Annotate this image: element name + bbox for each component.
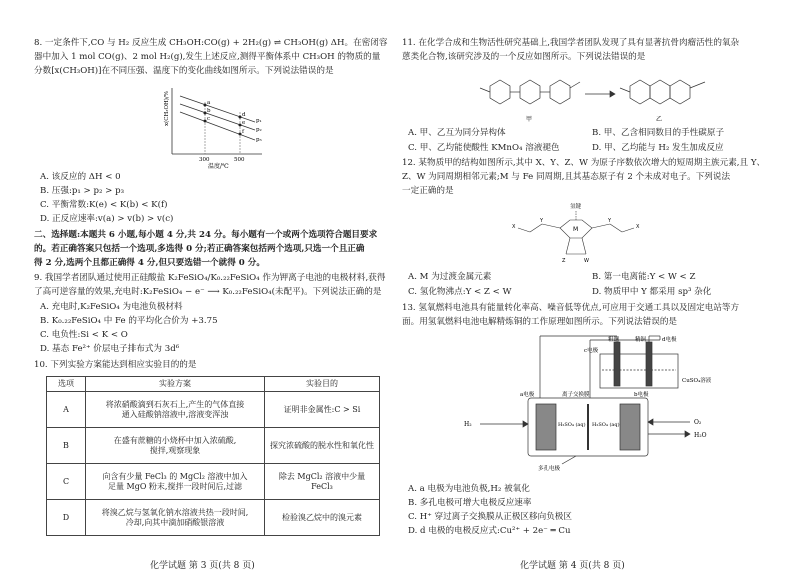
q8-pt-f: f (242, 129, 245, 135)
q11-option-c: C. 甲、乙均能使酸性 KMnO₄ 溶液褪色 (408, 143, 560, 153)
label-crude-copper: 粗铜 (608, 337, 620, 343)
svg-text:X: X (512, 224, 516, 230)
row-aim: 探究浓硫酸的脱水性和氧化性 (265, 428, 380, 464)
label-acid-left: H₂SO₄ (aq) (558, 422, 586, 428)
table-row (47, 464, 380, 500)
svg-text:Z: Z (562, 258, 566, 264)
section2-line-1: 二、选择题:本题共 6 小题,每小题 4 分,共 24 分。每小题有一个或两个选项符合题目要求 (34, 230, 378, 240)
q11-option-d: D. 甲、乙均能与 H₂ 发生加成反应 (592, 143, 724, 153)
label-c-electrode: c电极 (584, 348, 599, 354)
q12-option-c: C. 氢化物沸点:Y < Z < W (408, 287, 512, 297)
row-option: B (47, 428, 86, 464)
table-row (47, 500, 380, 536)
q8-graph (150, 82, 270, 170)
table-header-row (47, 377, 380, 392)
q13-option-a: A. a 电极为电池负极,H₂ 被氧化 (408, 484, 530, 494)
row-aim: 除去 MgCl₂ 溶液中少量 FeCl₃ (265, 464, 380, 500)
q8-option-b: B. 压强:p₁ > p₂ > p₃ (40, 186, 125, 196)
row-option: C (47, 464, 86, 500)
svg-text:Y: Y (540, 218, 544, 224)
q8-line-2: 器中加入 1 mol CO(g)、2 mol H₂(g),发生上述反应,测得平衡体系中 CH₃OH 的物质的量 (34, 52, 381, 62)
row-plan: 将溴乙烷与氢氧化钠水溶液共热一段时间, 冷却,向其中滴加硝酸银溶液 (86, 500, 265, 536)
q12-line-3: 一定正确的是 (402, 186, 454, 196)
row-aim: 检验溴乙烷中的溴元素 (265, 500, 380, 536)
row-aim: 证明非金属性:C > Si (265, 392, 380, 428)
q10-stem: 10. 下列实验方案能达到相应实验目的的是 (34, 360, 197, 370)
q8-option-a: A. 该反应的 ΔH < 0 (40, 172, 121, 182)
q9-option-d: D. 基态 Fe²⁺ 价层电子排布式为 3d⁶ (40, 344, 180, 354)
label-jia: 甲 (526, 116, 533, 123)
label-b-electrode: b电极 (634, 392, 649, 398)
svg-text:Y: Y (608, 218, 612, 224)
q12-line-2: Z、W 为同周期相邻元素;M 与 Fe 同周期,且其基态原子有 2 个未成对电子。下列说法 (402, 172, 731, 182)
q8-line-3: 分数[x(CH₃OH)]在不同压强、温度下的变化曲线如图所示。下列说法错误的是 (34, 66, 334, 76)
q13-option-c: C. H⁺ 穿过离子交换膜从正极区移向负极区 (408, 512, 572, 522)
label-yi: 乙 (656, 116, 663, 123)
q8-ylabel: x(CH₃OH)/% (164, 91, 170, 126)
q8-pt-c: c (207, 116, 211, 122)
q8-pt-e: e (242, 120, 246, 126)
q9-line-2: 了高可逆容量的效果,充电时:K₂FeSiO₄ − e⁻ ⟶ K₀.₂₂FeSiO₄(未配平)。下列说法正确的是 (34, 287, 382, 297)
label-a-electrode: a电极 (520, 392, 535, 398)
svg-text:M: M (573, 226, 579, 233)
q8-option-d: D. 正反应速率:v(a) > v(b) > v(c) (40, 214, 174, 224)
q8-p1: p₁ (256, 118, 262, 124)
q8-xtick-500: 500 (234, 157, 245, 163)
svg-text:X: X (636, 224, 640, 230)
label-membrane: 离子交换膜 (562, 392, 590, 398)
label-porous-electrode: 多孔电极 (538, 466, 561, 472)
q11-line-1: 11. 在化学合成和生物活性研究基础上,我国学者团队发现了具有显著抗骨肉瘤活性的氧杂 (402, 38, 740, 48)
q9-line-1: 9. 我国学者团队通过使用正硅酸盐 K₂FeSiO₄/K₀.₂₂FeSiO₄ 作为钾离子电池的电极材料,获得 (34, 273, 386, 283)
label-pure-copper: 精铜 (635, 337, 647, 343)
q11-line-2: 蒽类化合物,该研究涉及的一个反应如图所示。下列说法错误的是 (402, 52, 646, 62)
page-4 (400, 0, 800, 579)
table-row (47, 428, 380, 464)
header-aim: 实验目的 (265, 377, 380, 392)
page-3-footer: 化学试题 第 3 页(共 8 页) (150, 561, 255, 571)
q8-p2: p₂ (256, 127, 262, 133)
q12-option-a: A. M 为过渡金属元素 (408, 272, 492, 282)
q13-line-1: 13. 氢氧燃料电池具有能量转化率高、噪音低等优点,可应用于交通工具以及固定电站等方 (402, 303, 740, 313)
svg-text:W: W (584, 258, 589, 264)
row-option: A (47, 392, 86, 428)
header-option: 选项 (47, 377, 86, 392)
q8-xlabel: 温度/℃ (208, 163, 229, 170)
q13-line-2: 面。用氢氧燃料电池电解精炼铜的工作原理如图所示。下列说法错误的是 (402, 317, 678, 327)
q8-option-c: C. 平衡常数:K(e) < K(b) < K(f) (40, 200, 168, 210)
q8-p3: p₃ (256, 137, 262, 143)
label-hydrogen-bond: 氢键 (570, 204, 582, 210)
q8-pt-d: d (242, 112, 246, 118)
label-acid-right: H₂SO₄ (aq) (592, 422, 620, 428)
q8-pt-b: b (207, 108, 211, 114)
row-plan: 在盛有蔗糖的小烧杯中加入浓硫酸, 搅拌,观察现象 (86, 428, 265, 464)
q13-fuel-cell-diagram (450, 334, 740, 474)
q12-structure (500, 198, 660, 270)
row-plan: 将浓硝酸滴到石灰石上,产生的气体直接 通入硅酸钠溶液中,溶液变浑浊 (86, 392, 265, 428)
q13-option-b: B. 多孔电极可增大电极反应速率 (408, 498, 532, 508)
label-h2: H₂ (464, 421, 472, 428)
q9-option-b: B. K₀.₂₂FeSiO₄ 中 Fe 的平均化合价为 +3.75 (40, 316, 218, 326)
section2-line-3: 得 2 分,选两个且都正确得 4 分,但只要选错一个就得 0 分。 (34, 258, 265, 268)
q8-xtick-300: 300 (199, 157, 210, 163)
q9-option-a: A. 充电时,K₂FeSiO₄ 为电池负极材料 (40, 302, 183, 312)
label-cuso4: CuSO₄溶液 (682, 378, 712, 384)
header-plan: 实验方案 (86, 377, 265, 392)
q12-option-d: D. 物质甲中 Y 都采用 sp³ 杂化 (592, 287, 712, 297)
q9-option-c: C. 电负性:Si < K < O (40, 330, 128, 340)
q13-option-d: D. d 电极的电极反应式:Cu²⁺ + 2e⁻ ═ Cu (408, 526, 571, 536)
q8-line-1: 8. 一定条件下,CO 与 H₂ 反应生成 CH₃OH:CO(g) + 2H₂(g) ⇌ CH₃OH(g) ΔH。在密闭容 (34, 38, 388, 48)
label-h2o: H₂O (694, 432, 707, 439)
table-row (47, 392, 380, 428)
label-o2: O₂ (694, 419, 702, 426)
q11-option-a: A. 甲、乙互为同分异构体 (408, 128, 506, 138)
page-4-footer: 化学试题 第 4 页(共 8 页) (520, 561, 625, 571)
row-option: D (47, 500, 86, 536)
q12-option-b: B. 第一电离能:Y < W < Z (592, 272, 696, 282)
section2-line-2: 的。若正确答案只包括一个选项,多选得 0 分;若正确答案包括两个选项,只选一个且正确 (34, 244, 365, 254)
q11-option-b: B. 甲、乙含相同数目的手性碳原子 (592, 128, 725, 138)
q11-reaction-scheme (460, 66, 760, 126)
q10-table (46, 376, 380, 536)
row-plan: 向含有少量 FeCl₃ 的 MgCl₂ 溶液中加入 足量 MgO 粉末,搅拌一段时间后,过滤 (86, 464, 265, 500)
q12-line-1: 12. 某物质甲的结构如图所示,其中 X、Y、Z、W 为原子序数依次增大的短周期主族元素,且 Y、 (402, 158, 766, 168)
label-d-electrode: d电极 (662, 337, 677, 343)
q8-pt-a: a (207, 100, 211, 106)
